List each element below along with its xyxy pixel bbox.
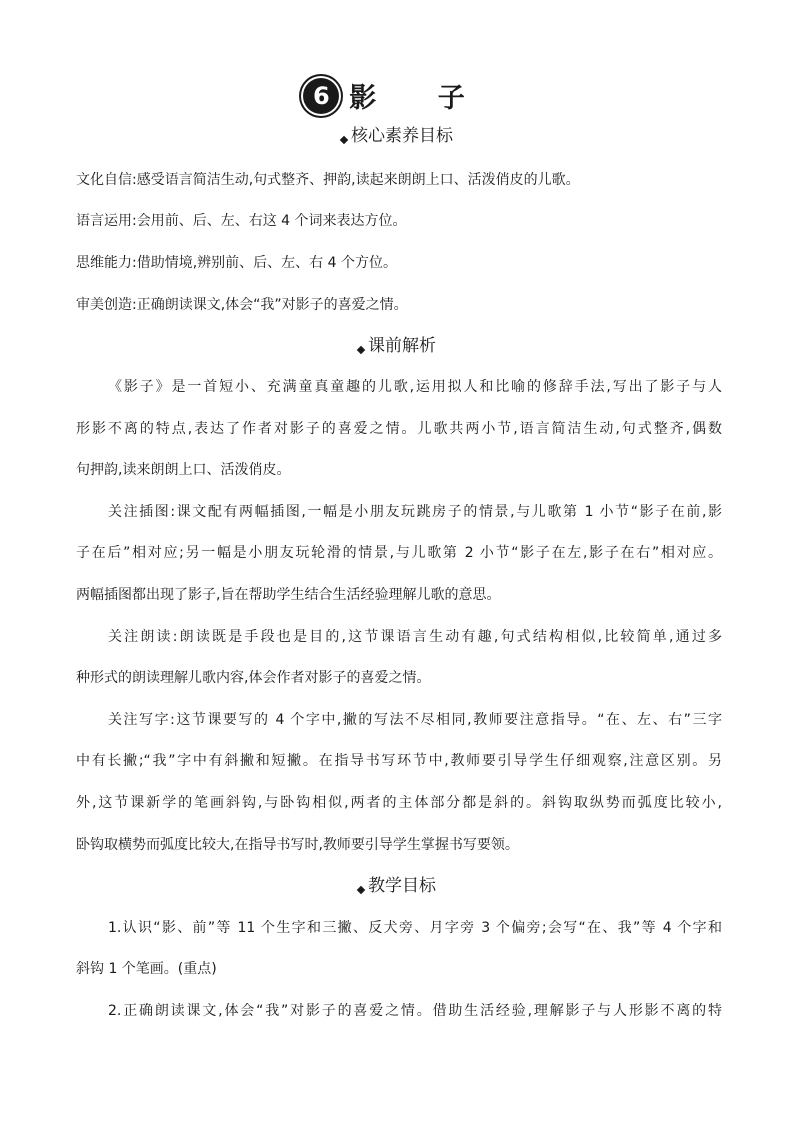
section-heading-text: 教学目标	[368, 876, 436, 896]
core-goal-culture: 文化自信:感受语言简洁生动,句式整齐、押韵,读起来朗朗上口、活泼俏皮的儿歌。	[76, 172, 580, 188]
analysis-p2-line: 子在后”相对应;另一幅是小朋友玩轮滑的情景,与儿歌第 2 小节“影子在左,影子在右”相对应。	[76, 545, 722, 561]
section-heading-analysis	[0, 334, 794, 358]
analysis-p4-line: 中有长撇;“我”字中有斜撇和短撇。在指导书写环节中,教师要引导学生仔细观察,注意区别。另	[76, 753, 722, 769]
analysis-p4-line: 外,这节课新学的笔画斜钩,与卧钩相似,两者的主体部分都是斜的。斜钩取纵势而弧度比较小,	[76, 795, 722, 811]
lesson-number-badge: 6	[303, 78, 339, 114]
analysis-p3-line: 种形式的朗读理解儿歌内容,体会作者对影子的喜爱之情。	[76, 670, 431, 686]
section-heading-teaching	[0, 874, 794, 898]
core-goal-thinking: 思维能力:借助情境,辨别前、后、左、右 4 个方位。	[76, 255, 397, 271]
analysis-p1-line: 形影不离的特点,表达了作者对影子的喜爱之情。儿歌共两小节,语言简洁生动,句式整齐,偶数	[76, 421, 722, 437]
section-heading-text: 课前解析	[368, 336, 436, 356]
diamond-bullet-icon	[357, 346, 365, 354]
teaching-goal-1-line: 斜钩 1 个笔画。(重点)	[76, 961, 217, 977]
lesson-title	[0, 76, 794, 120]
analysis-p1-line: 《影子》是一首短小、充满童真童趣的儿歌,运用拟人和比喻的修辞手法,写出了影子与人	[108, 379, 722, 395]
core-goal-aesthetic: 审美创造:正确朗读课文,体会“我”对影子的喜爱之情。	[76, 297, 408, 313]
core-goal-language: 语言运用:会用前、后、左、右这 4 个词来表达方位。	[76, 213, 407, 229]
analysis-p1-line: 句押韵,读来朗朗上口、活泼俏皮。	[76, 462, 291, 478]
analysis-p4-line: 关注写字:这节课要写的 4 个字中,撇的写法不尽相同,教师要注意指导。“在、左、右”三字	[108, 712, 722, 728]
analysis-p2-line: 关注插图:课文配有两幅插图,一幅是小朋友玩跳房子的情景,与儿歌第 1 小节“影子在前,影	[108, 504, 722, 520]
analysis-p3-line: 关注朗读:朗读既是手段也是目的,这节课语言生动有趣,句式结构相似,比较简单,通过多	[108, 629, 722, 645]
diamond-bullet-icon	[340, 136, 348, 144]
teaching-goal-2-line: 2.正确朗读课文,体会“我”对影子的喜爱之情。借助生活经验,理解影子与人形影不离的特	[108, 1003, 722, 1019]
analysis-p4-line: 卧钩取横势而弧度比较大,在指导书写时,教师要引导学生掌握书写要领。	[76, 837, 519, 853]
lesson-name: 影 子	[349, 83, 491, 114]
analysis-p2-line: 两幅插图都出现了影子,旨在帮助学生结合生活经验理解儿歌的意思。	[76, 587, 501, 603]
section-heading-text: 核心素养目标	[351, 126, 453, 146]
section-heading-core	[0, 124, 794, 148]
diamond-bullet-icon	[357, 886, 365, 894]
teaching-goal-1-line: 1.认识“影、前”等 11 个生字和三撇、反犬旁、月字旁 3 个偏旁;会写“在、我”等 4 个字和	[108, 920, 722, 936]
